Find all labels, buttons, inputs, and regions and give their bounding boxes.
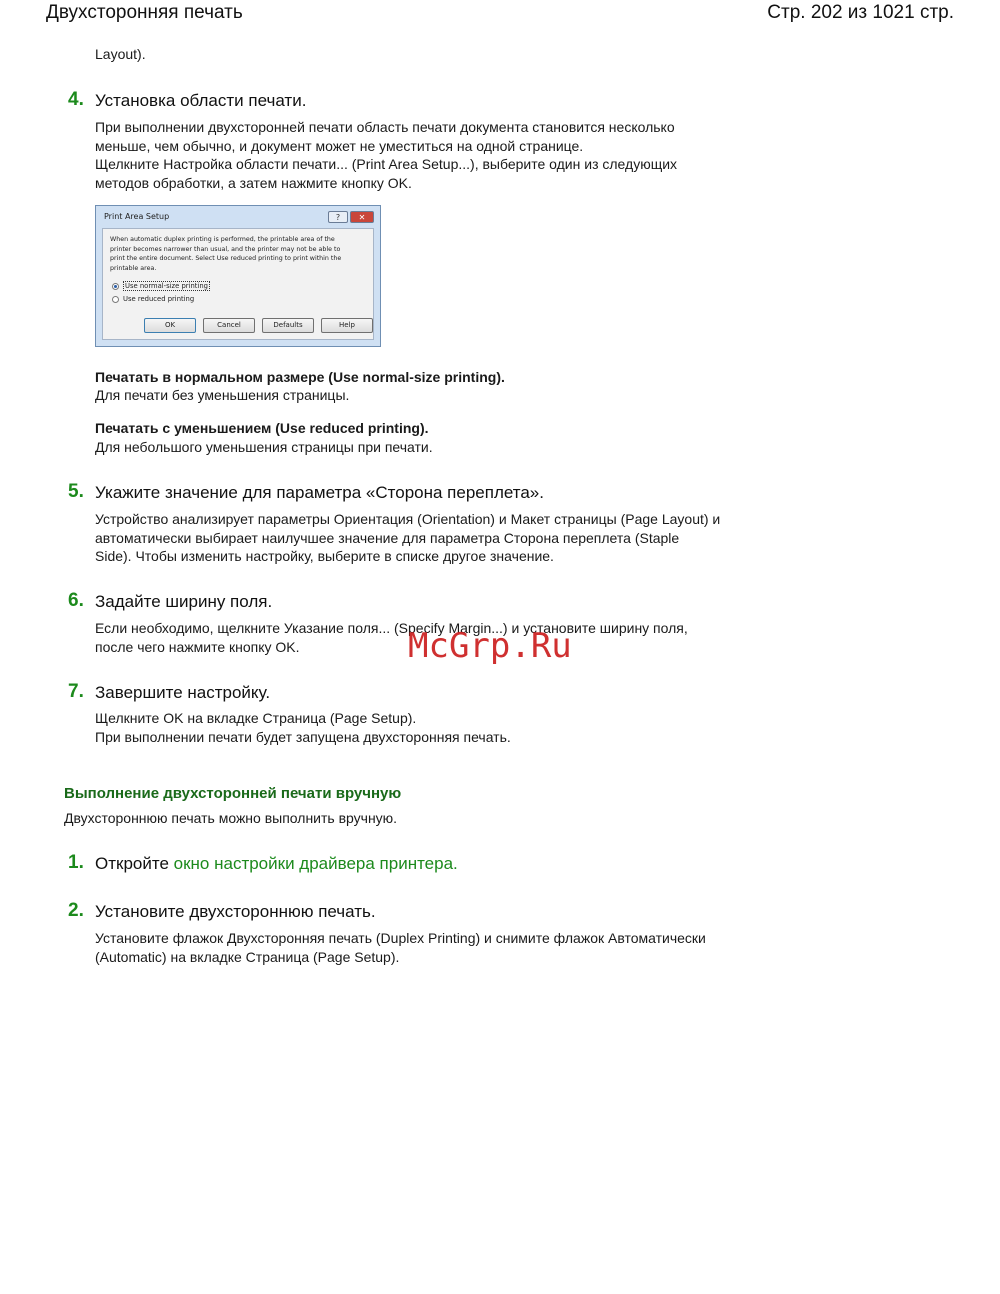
step-4-body [95, 118, 677, 192]
radio-unselected-icon[interactable] [112, 296, 119, 303]
radio-selected-icon[interactable] [112, 283, 119, 290]
radio-reduced-label[interactable]: Use reduced printing [123, 295, 195, 303]
step-5-line: Устройство анализирует параметры Ориентация (Orientation) и Макет страницы (Page Layout) и [95, 511, 721, 527]
step-7-number: 7. [68, 681, 84, 702]
printer-driver-setup-link[interactable]: окно настройки драйвера принтера. [173, 854, 458, 873]
cancel-button[interactable]: Cancel [203, 318, 255, 333]
step-4-line: При выполнении двухсторонней печати область печати документа становится несколько [95, 119, 675, 135]
help-button[interactable]: Help [321, 318, 373, 333]
dialog-close-icon[interactable]: ✕ [350, 211, 374, 223]
step-6-title: Задайте ширину поля. [95, 592, 273, 611]
step-7-line: При выполнении печати будет запущена двухсторонняя печать. [95, 728, 511, 745]
print-area-setup-dialog [95, 205, 381, 347]
dialog-desc-line: print the entire document. Select Use reduced printing to print within the [110, 255, 342, 262]
manual-duplex-heading: Выполнение двухсторонней печати вручную [64, 785, 402, 802]
step-6-number: 6. [68, 590, 84, 611]
manual-duplex-intro: Двухстороннюю печать можно выполнить вручную. [64, 810, 398, 826]
radio-normal-size[interactable] [112, 281, 210, 291]
option-reduced-description: Для небольшого уменьшения страницы при печати. [95, 439, 433, 455]
dialog-body [102, 228, 374, 340]
step-5-body [95, 510, 720, 566]
manual-step-2-line: (Automatic) на вкладке Страница (Page Setup). [95, 948, 400, 965]
intro-tail: Layout). [95, 46, 146, 62]
step-4-line: меньше, чем обычно, и документ может не уместиться на одной странице. [95, 137, 584, 154]
step-5-line: автоматически выбирает наилучшее значение для параметра Сторона переплета (Staple [95, 529, 680, 546]
manual-step-1-number: 1. [68, 852, 84, 873]
dialog-title: Print Area Setup [104, 212, 170, 221]
manual-step-2-body [95, 929, 706, 966]
dialog-help-icon[interactable]: ? [328, 211, 348, 223]
dialog-desc-line: printer becomes narrower than usual, and the printer may not be able to [110, 245, 341, 253]
option-reduced-heading: Печатать с уменьшением (Use reduced printing). [95, 420, 429, 436]
step-5-number: 5. [68, 481, 84, 502]
radio-normal-size-label[interactable]: Use normal-size printing [125, 282, 208, 290]
step-4-number: 4. [68, 89, 84, 110]
watermark-logo: McGrp.Ru [408, 626, 572, 666]
step-6-body [95, 619, 688, 656]
manual-step-2-line: Установите флажок Двухсторонняя печать (Duplex Printing) и снимите флажок Автоматически [95, 930, 706, 946]
step-5-title: Укажите значение для параметра «Сторона переплета». [95, 483, 544, 502]
manual-step-2-title: Установите двухстороннюю печать. [95, 902, 376, 921]
step-7-line: Щелкните OK на вкладке Страница (Page Setup). [95, 710, 417, 726]
manual-step-1-text: Откройте [95, 854, 169, 873]
step-7-title: Завершите настройку. [95, 683, 271, 702]
dialog-desc-line: When automatic duplex printing is performed, the printable area of the [110, 236, 335, 243]
step-4-line: Щелкните Настройка области печати... (Print Area Setup...), выберите один из следующих [95, 156, 678, 172]
radio-reduced[interactable] [112, 295, 194, 303]
option-normal-heading: Печатать в нормальном размере (Use normal-size printing). [95, 369, 505, 385]
step-7-body [95, 709, 511, 746]
manual-step-1-title [95, 854, 458, 874]
step-6-line: Если необходимо, щелкните Указание поля... (Specify Margin...) и установите ширину поля, [95, 620, 688, 636]
dialog-desc-line: printable area. [110, 264, 157, 272]
ok-button[interactable]: OK [144, 318, 196, 333]
step-6-line: после чего нажмите кнопку OK. [95, 638, 300, 655]
step-4-title: Установка области печати. [95, 91, 307, 110]
option-normal-description: Для печати без уменьшения страницы. [95, 387, 350, 403]
manual-step-2-number: 2. [68, 900, 84, 921]
step-4-line: методов обработки, а затем нажмите кнопку OK. [95, 174, 412, 191]
defaults-button[interactable]: Defaults [262, 318, 314, 333]
dialog-description [110, 235, 368, 273]
page-header-title: Двухсторонняя печать [46, 2, 243, 23]
step-5-line: Side). Чтобы изменить настройку, выберите в списке другое значение. [95, 548, 554, 564]
page-number: Стр. 202 из 1021 стр. [767, 2, 954, 23]
